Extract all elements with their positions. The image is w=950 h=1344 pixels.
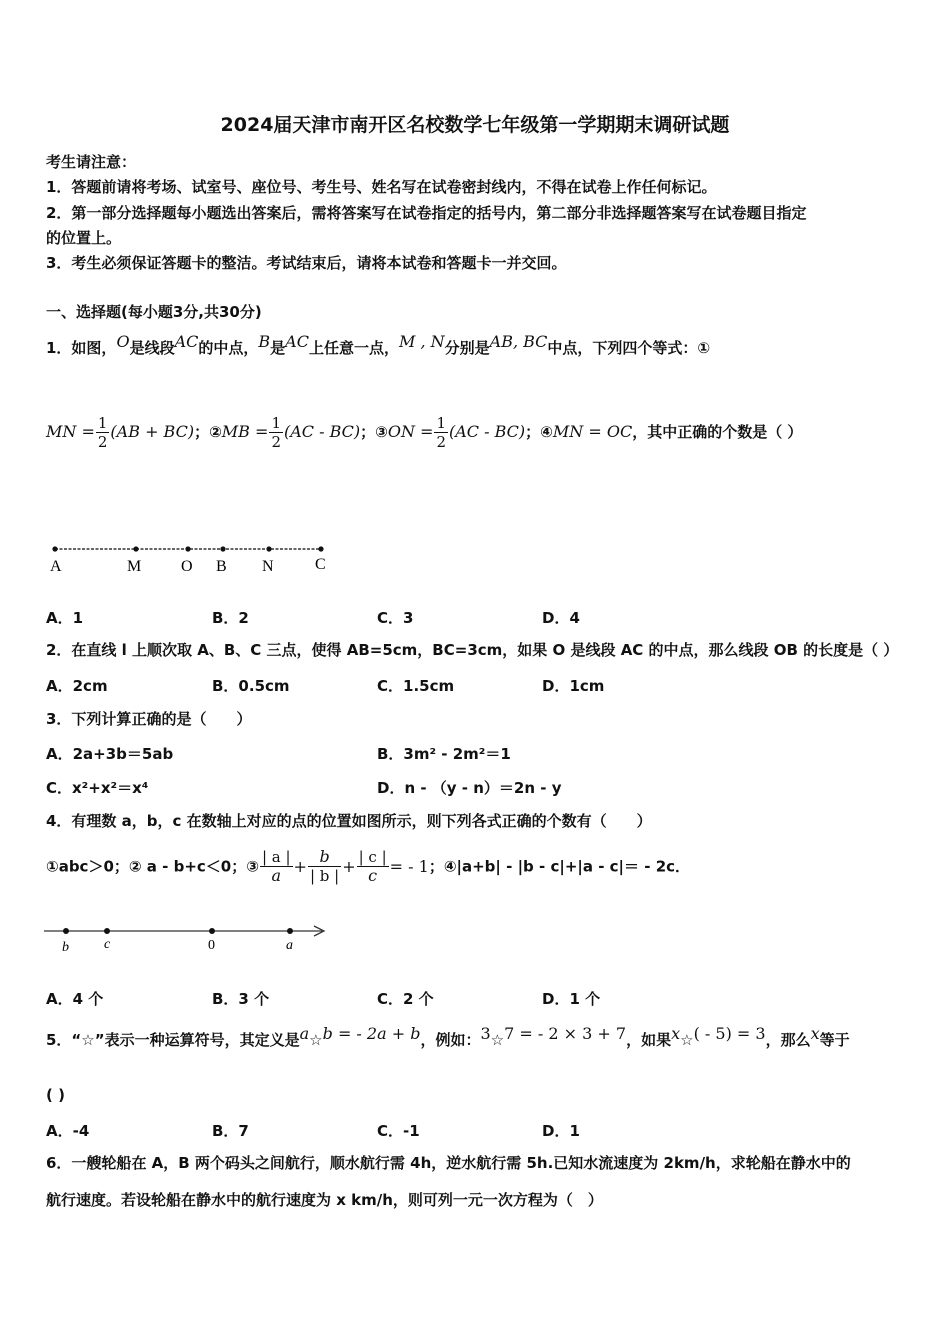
- q3-option-c[interactable]: C．x²+x²＝x⁴: [46, 779, 149, 797]
- q5-option-b[interactable]: B．7: [212, 1122, 249, 1140]
- point-label-O: O: [181, 558, 193, 575]
- segment-diagram: [44, 538, 344, 580]
- notice-item-2-cont: 的位置上。: [46, 229, 122, 247]
- q3-option-b[interactable]: B．3m² - 2m²＝1: [377, 745, 511, 763]
- q2-option-c[interactable]: C．1.5cm: [377, 677, 455, 695]
- question-1-equations: MN = $\frac{1}{2}$ (AB + BC)；②MB = $\frac{1}{2}$ (AC - BC)；③ON = $\frac{1}{2}$ (AC - BC)；④MN = OC，其中正确的个数是（ ）: [46, 414, 803, 451]
- point-label-M: M: [127, 558, 142, 575]
- q3-option-d[interactable]: D．n - （y - n）＝2n - y: [377, 779, 562, 797]
- point-label-C: C: [315, 556, 326, 573]
- axis-label-b: b: [62, 940, 69, 955]
- notice-item-3: 3．考生必须保证答题卡的整洁。考试结束后，请将本试卷和答题卡一并交回。: [46, 254, 567, 272]
- q4-option-b[interactable]: B．3 个: [212, 990, 270, 1008]
- q5-option-a[interactable]: A．-4: [46, 1122, 90, 1140]
- page-title: 2024届天津市南开区名校数学七年级第一学期期末调研试题: [220, 114, 730, 136]
- question-2-stem: 2．在直线 l 上顺次取 A、B、C 三点，使得 AB=5cm，BC=3cm，如果 O 是线段 AC 的中点，那么线段 OB 的长度是（ ）: [46, 641, 899, 659]
- point-label-A: A: [50, 558, 62, 575]
- number-line: [44, 918, 334, 958]
- q1-option-c[interactable]: C．3: [377, 609, 414, 627]
- section-heading: 一、选择题(每小题3分,共30分): [46, 303, 262, 321]
- q1-option-b[interactable]: B．2: [212, 609, 249, 627]
- point-label-N: N: [262, 558, 274, 575]
- question-6-line-1: 6．一艘轮船在 A，B 两个码头之间航行，顺水航行需 4h，逆水航行需 5h.已知水流速度为 2km/h，求轮船在静水中的: [46, 1154, 851, 1172]
- q3-option-a[interactable]: A．2a+3b＝5ab: [46, 745, 174, 763]
- q2-option-d[interactable]: D．1cm: [542, 677, 605, 695]
- question-5-stem: 5．“☆”表示一种运算符号，其定义是$^a$☆$^{b = - 2a + b}$，例如：$^3$☆$^{7 = - 2 \times 3 + 7}$，如果$^x$☆$^{( - 5) = 3}$，那么$^x$等于: [46, 1024, 850, 1049]
- q2-option-a[interactable]: A．2cm: [46, 677, 108, 695]
- q1-option-d[interactable]: D．4: [542, 609, 580, 627]
- axis-label-a: a: [286, 938, 293, 953]
- q1-option-a[interactable]: A．1: [46, 609, 84, 627]
- question-6-line-2: 航行速度。若设轮船在静水中的航行速度为 x km/h，则可列一元一次方程为（ ）: [46, 1191, 603, 1209]
- axis-label-zero: 0: [208, 938, 215, 953]
- point-label-B: B: [216, 558, 227, 575]
- question-1-stem: 1．如图，$^O$是线段$^{AC}$的中点，$^B$是$^{AC}$上任意一点，$^{M , N}$分别是$^{AB, BC}$中点，下列四个等式：①: [46, 332, 711, 357]
- q5-option-c[interactable]: C．-1: [377, 1122, 420, 1140]
- q4-option-d[interactable]: D．1 个: [542, 990, 601, 1008]
- axis-label-c: c: [104, 937, 111, 952]
- q5-option-d[interactable]: D．1: [542, 1122, 580, 1140]
- notice-item-2: 2．第一部分选择题每小题选出答案后，需将答案写在试卷指定的括号内，第二部分非选择题答案写在试卷题目指定: [46, 204, 807, 222]
- q4-option-a[interactable]: A．4 个: [46, 990, 104, 1008]
- notice-item-1: 1．答题前请将考场、试室号、座位号、考生号、姓名写在试卷密封线内，不得在试卷上作任何标记。: [46, 178, 717, 196]
- question-4-stem: 4．有理数 a，b，c 在数轴上对应的点的位置如图所示，则下列各式正确的个数有（ ）: [46, 812, 652, 830]
- question-5-paren: ( ): [46, 1086, 65, 1104]
- question-4-statements: ①abc＞0；② a - b+c＜0；③ $\frac{| a |}{a}$ + $\frac{b}{| b |}$ + $\frac{| c |}{c}$ = - 1；④|a+b| - |b - c|+|a - c|＝ - 2c．: [46, 847, 691, 885]
- notice-heading: 考生请注意：: [46, 153, 137, 171]
- question-3-stem: 3．下列计算正确的是（ ）: [46, 710, 252, 728]
- q2-option-b[interactable]: B．0.5cm: [212, 677, 290, 695]
- q4-option-c[interactable]: C．2 个: [377, 990, 434, 1008]
